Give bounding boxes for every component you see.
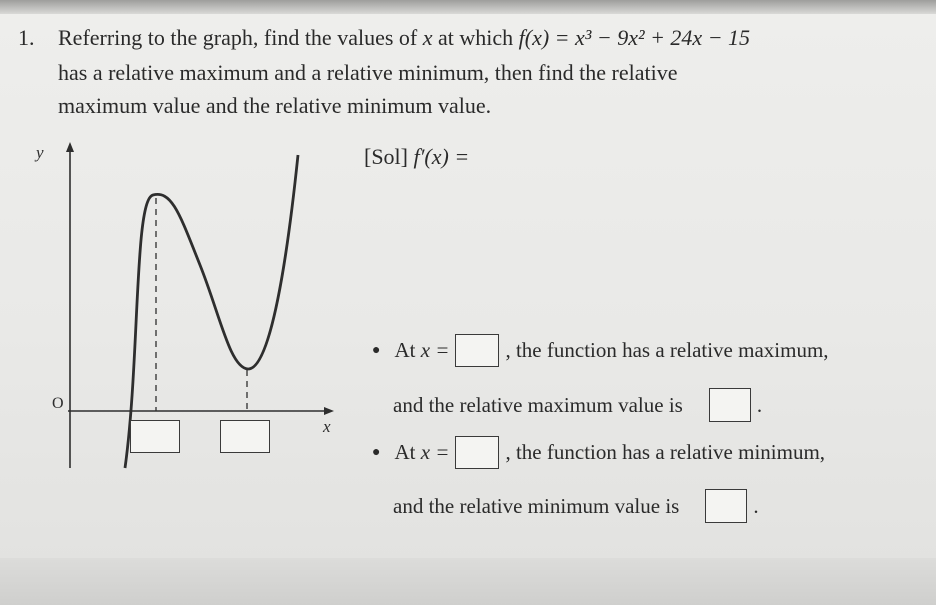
cubic-graph	[30, 130, 350, 470]
relative-max-x-answer-box[interactable]	[455, 334, 499, 367]
page-top-shadow	[0, 0, 936, 14]
statement-suffix: , the function has a relative maximum,	[505, 338, 829, 362]
statement-suffix: , the function has a relative minimum,	[505, 440, 826, 464]
statement-variable: x =	[420, 338, 450, 362]
graph-min-x-answer-box[interactable]	[220, 420, 270, 453]
statement-suffix: .	[756, 392, 763, 417]
relative-min-value-answer-box[interactable]	[705, 489, 747, 523]
function-expression: f(x) = x³ − 9x² + 24x − 15	[518, 25, 751, 50]
statement-prefix: and the relative minimum value is	[393, 493, 680, 518]
origin-label: O	[52, 395, 64, 412]
graph-svg	[30, 130, 350, 470]
statement-suffix: .	[753, 493, 759, 518]
derivative-expression: f′(x) =	[413, 144, 470, 169]
relative-max-value-answer-box[interactable]	[709, 388, 751, 422]
relative-min-x-answer-box[interactable]	[455, 436, 499, 469]
bullet-icon: ●	[372, 444, 381, 460]
question-line-1-text: Referring to the graph, find the values of	[58, 25, 418, 50]
question-line-2: has a relative maximum and a relative minimum, then find the relative	[58, 60, 678, 85]
bottom-shadow-band	[0, 558, 936, 605]
x-axis-label: x	[323, 417, 331, 436]
solution-header	[364, 144, 469, 170]
question-line-1	[58, 25, 750, 51]
relative-max-location-row	[372, 334, 829, 367]
question-number: 1.	[18, 25, 35, 50]
relative-max-value-row	[393, 388, 762, 422]
statement-prefix: At	[394, 338, 416, 362]
relative-min-value-row	[393, 489, 759, 523]
question-line-1-mid: at which	[437, 25, 514, 50]
question-variable: x	[422, 25, 433, 50]
y-axis-label: y	[36, 143, 44, 162]
statement-prefix: At	[394, 440, 416, 464]
bullet-icon: ●	[372, 342, 381, 358]
statement-prefix: and the relative maximum value is	[393, 392, 683, 417]
graph-max-x-answer-box[interactable]	[130, 420, 180, 453]
solution-label: [Sol]	[364, 144, 408, 169]
question-line-3: maximum value and the relative minimum value.	[58, 93, 492, 118]
statement-variable: x =	[420, 440, 450, 464]
relative-min-location-row	[372, 436, 825, 469]
y-axis-arrow-icon	[66, 142, 74, 152]
x-axis-arrow-icon	[324, 407, 334, 415]
